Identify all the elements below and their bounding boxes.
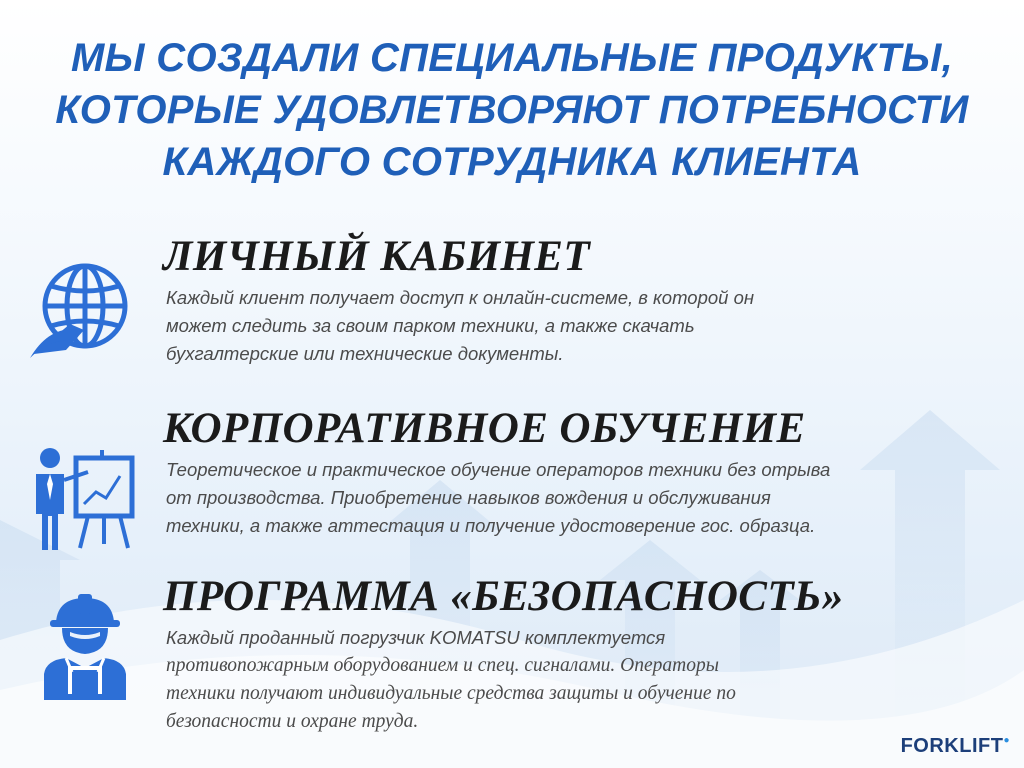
description-line: безопасности и охране труда. [166,711,419,732]
forklift-logo [901,735,1010,758]
description-line: Теоретическое и практическое обучение операторов техники без отрыва [166,459,831,480]
description-line: техники получают индивидуальные средства защиты и обучение по [166,683,736,704]
section-heading: КОРПОРАТИВНОЕ ОБУЧЕНИЕ [163,405,806,452]
section-description [166,624,736,736]
section-heading: ЛИЧНЫЙ КАБИНЕТ [163,233,591,280]
description-line: может следить за своим парком техники, а также скачать [166,315,695,336]
worker-helmet-icon [30,592,140,702]
logo-dot-icon: ● [1003,735,1010,746]
description-line: бухгалтерские или технические документы. [166,343,564,364]
page-title-line: КОТОРЫЕ УДОВЛЕТВОРЯЮТ ПОТРЕБНОСТИ [55,88,969,132]
description-line: техники, а также аттестация и получение удостоверение гос. образца. [166,515,816,536]
description-line: противопожарным оборудованием и спец. сигналами. Операторы [166,655,719,676]
description-line: Каждый клиент получает доступ к онлайн-системе, в которой он [166,287,755,308]
page-title-line: МЫ СОЗДАЛИ СПЕЦИАЛЬНЫЕ ПРОДУКТЫ, [70,36,954,80]
page-title [20,32,1004,188]
section-heading: ПРОГРАММА «БЕЗОПАСНОСТЬ» [163,573,844,620]
description-line: от производства. Приобретение навыков вождения и обслуживания [166,487,771,508]
presenter-icon [30,444,140,554]
description-line: Каждый проданный погрузчик KOMATSU комплектуется [166,627,666,648]
section-description [166,284,754,368]
page-title-line: КАЖДОГО СОТРУДНИКА КЛИЕНТА [162,140,862,184]
globe-icon [30,254,140,364]
section-description [166,456,830,540]
logo-text: FORKLIFT [900,735,1004,757]
